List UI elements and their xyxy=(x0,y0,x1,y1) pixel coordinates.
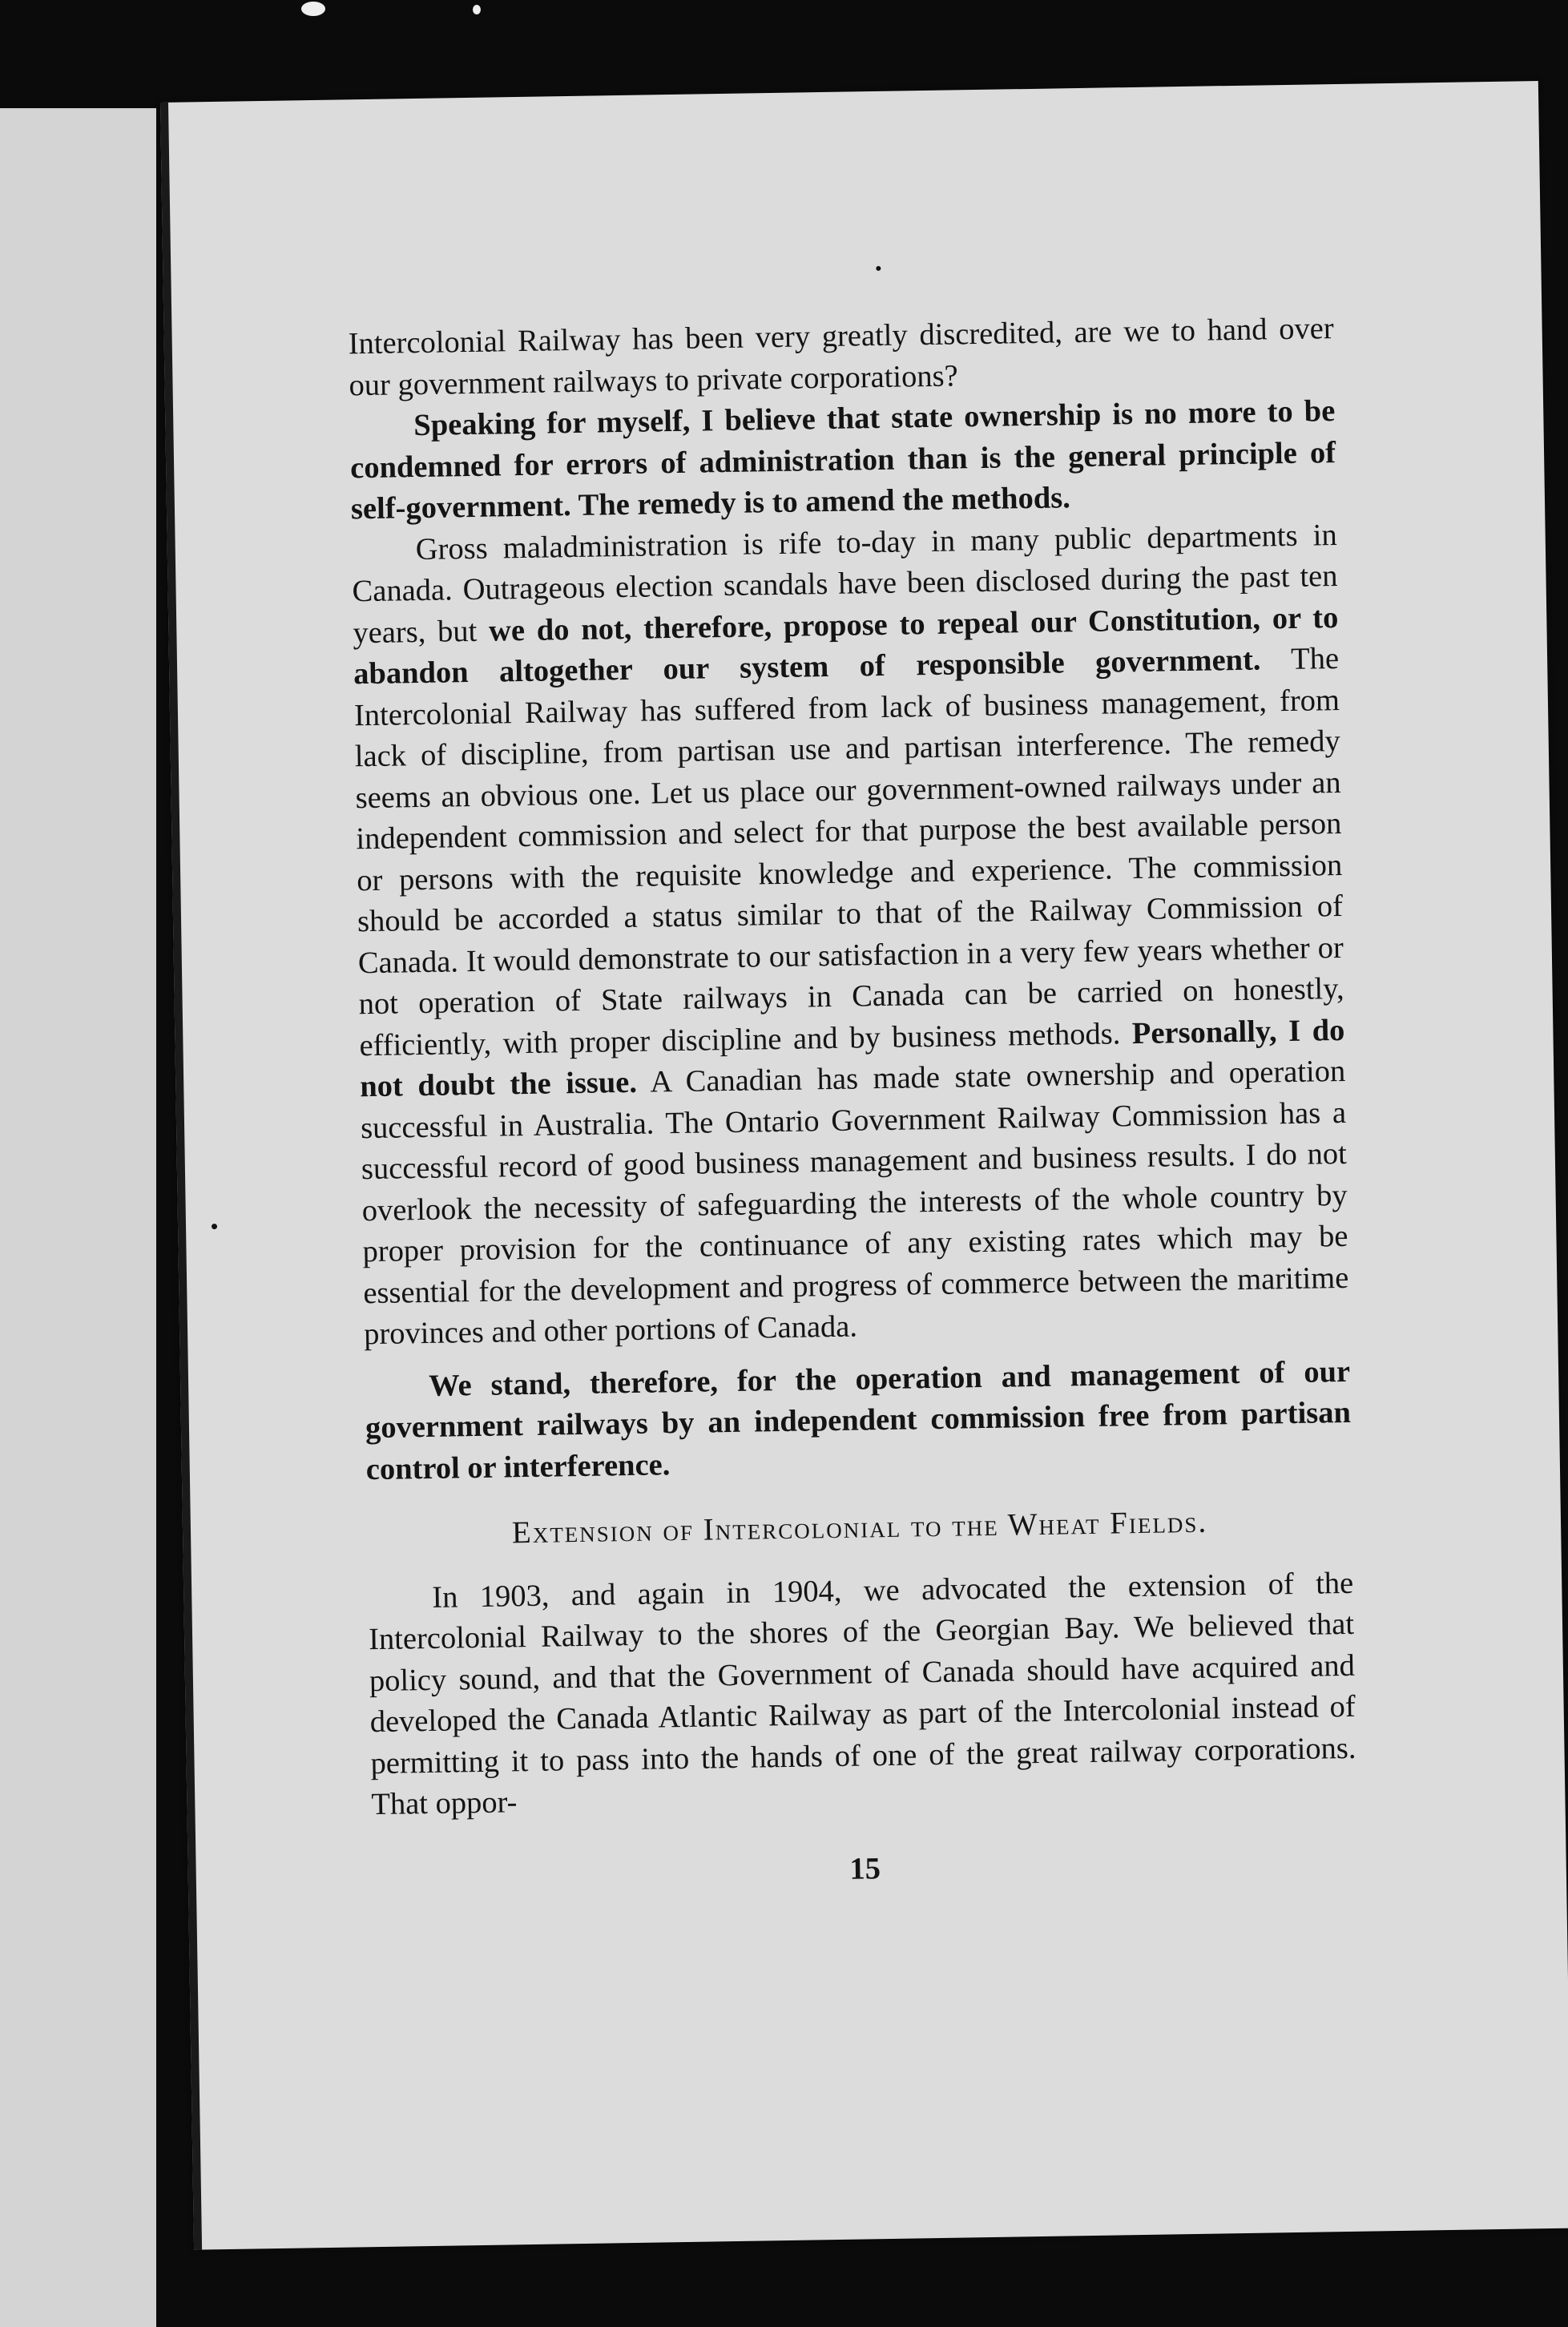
page-gutter xyxy=(160,103,202,2250)
bold-text-span: we do not, therefore, propose to repeal our Constitution, or to abandon altogether our system of responsible government. xyxy=(353,600,1339,692)
text-span: The Intercolonial Railway has suffered from lack of business management, from lack of discipline, from partisan use and partisan interference. The remedy seems an obvious one. Let us place our government-owned railways under an independent commission and select for that purpose the best available person or persons with the requisite knowledge and experience. The commission should be accorded a status similar to that of the Railway Commission of Canada. It would demonstrate to our satisfaction in a very few years whether or not operation of State railways in Canada can be carried on honestly, efficiently, with proper discipline and by business methods. xyxy=(353,641,1344,1063)
document-page xyxy=(160,81,1568,2250)
text-span: A Canadian has made state ownership and operation successful in Australia. The Ontario Government Railway Commission has a successful record of good business management and business results. I do not overlook the necessity of safeguarding the interests of the whole country by proper provision for the continuance of any existing rates which may be essential for the development and progress of commerce between the maritime provinces and other portions of Canada. xyxy=(360,1054,1349,1352)
paragraph-intercolonial-discredited: Intercolonial Railway has been very greatly discredited, are we to hand over our government railways to private corporations? xyxy=(348,312,1334,402)
paragraph-we-stand: We stand, therefore, for the operation and management of our government railways by an independent commission free from partisan control or interference. xyxy=(365,1354,1352,1486)
scan-artifact xyxy=(301,2,325,16)
paragraph-extension: In 1903, and again in 1904, we advocated the extension of the Intercolonial Railway to the shores of the Georgian Bay. We believed that policy sound, and that the Government of Canada should have acquired and developed the Canada Atlantic Railway as part of the Intercolonial instead of permitting it to pass into the hands of one of the great railway corporations. That oppor- xyxy=(368,1566,1356,1822)
paragraph-speaking-for-myself: Speaking for myself, I believe that state ownership is no more to be condemned for errors of administration than is the general principle of self-government. The remedy is to amend the methods. xyxy=(349,394,1336,526)
paragraph-gross-maladministration xyxy=(351,515,1349,1356)
adjacent-page-edge xyxy=(0,108,156,2327)
page-number: 15 xyxy=(849,1851,881,1886)
text-span: Gross maladministration is rife to-day in many public departments in Canada. Outrageous election scandals have been disclosed during the past ten years, but xyxy=(352,518,1338,650)
bold-text-span: Personally, I do not doubt the issue. xyxy=(359,1013,1345,1104)
page-text xyxy=(348,309,1358,1897)
ink-speck xyxy=(212,1224,217,1229)
scan-artifact xyxy=(473,5,481,14)
section-heading: Extension of Intercolonial to the Wheat Fields. xyxy=(511,1504,1208,1551)
ink-speck xyxy=(876,266,881,271)
